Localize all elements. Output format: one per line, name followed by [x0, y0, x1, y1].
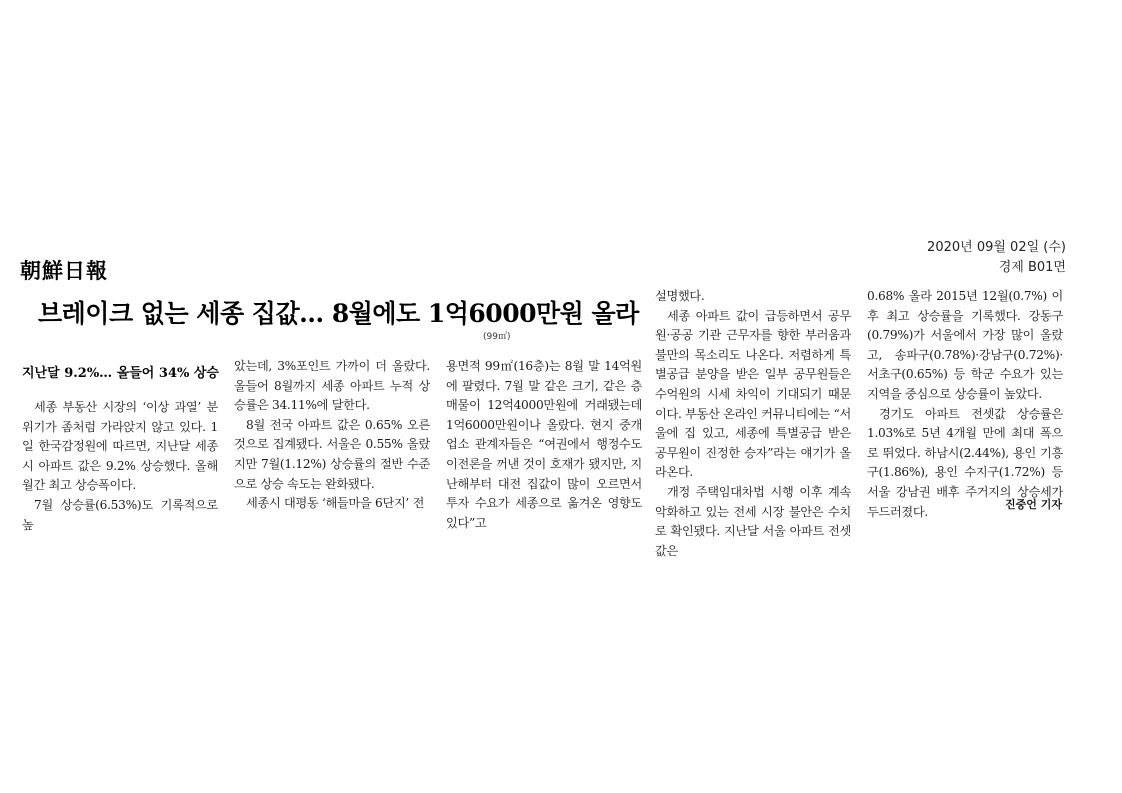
article-column-5	[867, 287, 1063, 522]
section-page: 경제 B01면	[998, 260, 1066, 275]
paragraph: 8월 전국 아파트 값은 0.65% 오른 것으로 집계됐다. 서울은 0.55% 올랐지만 7월(1.12%) 상승률의 절반 수준으로 상승 속도는 완화됐다.	[234, 417, 430, 491]
headline-unit-note: (99㎡)	[483, 332, 511, 342]
paragraph: 설명했다.	[655, 289, 705, 303]
newspaper-masthead: 朝鮮日報	[20, 258, 108, 283]
article-column-4	[655, 287, 851, 561]
publication-date: 2020년 09월 02일 (수)	[927, 240, 1066, 255]
paragraph: 개정 주택임대차법 시행 이후 계속 악화하고 있는 전세 시장 불안은 수치로 확인됐다. 지난달 서울 아파트 전셋값은	[655, 484, 851, 558]
paragraph: 았는데, 3%포인트 가까이 더 올랐다. 올들어 8월까지 세종 아파트 누적 상승률은 34.11%에 달한다.	[234, 359, 430, 413]
dateline	[927, 238, 1066, 278]
paragraph: 용면적 99㎡(16층)는 8월 말 14억원에 팔렸다. 7월 말 같은 크기, 같은 층 매물이 12억4000만원에 거래됐는데 1억6000만원이나 올랐다. 현지 중개업소 관계자들은 “여권에서 행정수도 이전론을 꺼낸 것이 호재가 됐지만, 지난해부터 대전 집값이 많이 오르면서 투자 수요가 세종으로 옮겨온 영향도 있다”고	[446, 359, 642, 530]
paragraph: 세종시 대평동 ‘해들마을 6단지’ 전	[246, 496, 425, 511]
paragraph: 7월 상승률(6.53%)도 기록적으로 높	[22, 497, 218, 532]
article-column-2	[234, 357, 430, 514]
paragraph: 경기도 아파트 전셋값 상승률은 1.03%로 5년 4개월 만에 최대 폭으로 뛰었다. 하남시(2.44%), 용인 기흥구(1.86%), 용인 수지구(1.72%) 등 서울 강남권 배후 주거지의 상승세가 두드러졌다.	[867, 406, 1063, 519]
reporter-byline: 진중언 기자	[1005, 498, 1062, 511]
paragraph: 세종 아파트 값이 급등하면서 공무원·공공 기관 근무자를 향한 부러움과 불만의 목소리도 나온다. 저렴하게 특별공급 분양을 받은 일부 공무원들은 수억원의 시세 차익이 기대되기 때문이다. 부동산 온라인 커뮤니티에는 “서울에 집 있고, 세종에 특별공급 받은 공무원이 진정한 승자”라는 얘기가 올라온다.	[655, 308, 851, 480]
article-subheadline: 지난달 9.2%… 올들어 34% 상승	[22, 366, 219, 381]
article-headline: 브레이크 없는 세종 집값… 8월에도 1억6000만원 올라	[38, 299, 639, 328]
paragraph: 0.68% 올라 2015년 12월(0.7%) 이후 최고 상승률을 기록했다. 강동구(0.79%)가 서울에서 가장 많이 올랐고, 송파구(0.78%)·강남구(0.72%)·서초구(0.65%) 등 학군 수요가 있는 지역을 중심으로 상승률이 높았다.	[867, 289, 1063, 401]
paragraph: 세종 부동산 시장의 ‘이상 과열’ 분위기가 좀처럼 가라앉지 않고 있다. 1일 한국감정원에 따르면, 지난달 세종시 아파트 값은 9.2% 상승했다. 올해 월간 최고 상승폭이다.	[22, 400, 218, 493]
article-column-1	[22, 398, 218, 535]
article-column-3	[446, 357, 642, 533]
